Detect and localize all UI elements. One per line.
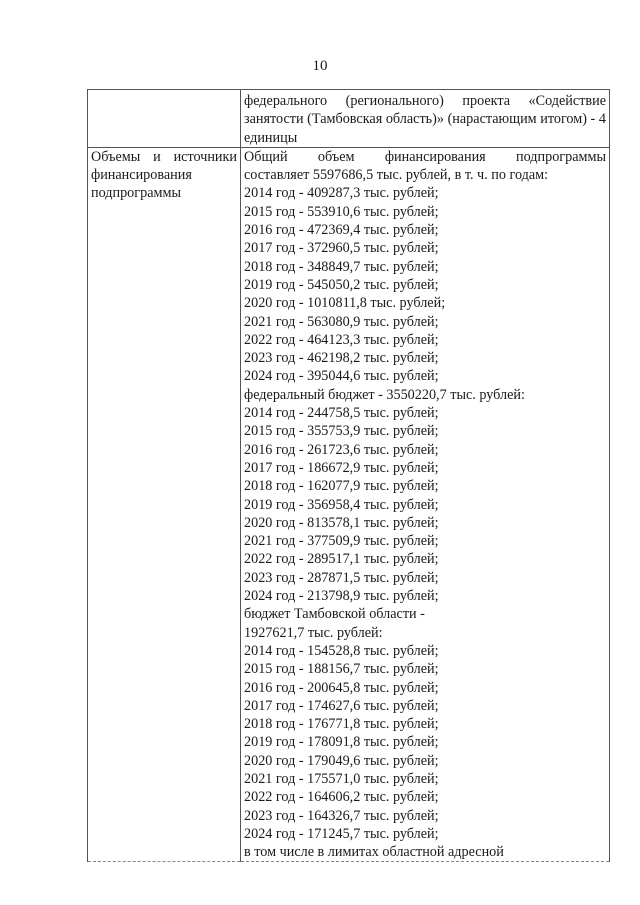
continuation-text-cell <box>241 90 610 148</box>
funding-label-cell <box>88 147 241 862</box>
year-amount-line: 2023 год - 287871,5 тыс. рублей; <box>244 569 439 586</box>
year-amount-line: 2019 год - 545050,2 тыс. рублей; <box>244 276 439 293</box>
year-amount-line: 2022 год - 289517,1 тыс. рублей; <box>244 551 439 568</box>
year-amount-line: 2017 год - 372960,5 тыс. рублей; <box>244 240 439 257</box>
year-amount-line: 2020 год - 179049,6 тыс. рублей; <box>244 752 439 769</box>
year-amount-line: 2018 год - 348849,7 тыс. рублей; <box>244 258 439 275</box>
year-amount-line: 2014 год - 409287,3 тыс. рублей; <box>244 185 439 202</box>
federal-by-year-list <box>244 404 606 605</box>
year-amount-line: 2024 год - 395044,6 тыс. рублей; <box>244 368 439 385</box>
year-amount-line: 2024 год - 171245,7 тыс. рублей; <box>244 825 439 842</box>
funding-details-cell <box>241 147 610 862</box>
year-amount-line: 2023 год - 164326,7 тыс. рублей; <box>244 807 439 824</box>
year-amount-line: 2016 год - 472369,4 тыс. рублей; <box>244 222 439 239</box>
year-amount-line: 2018 год - 176771,8 тыс. рублей; <box>244 716 439 733</box>
year-amount-line: 2018 год - 162077,9 тыс. рублей; <box>244 478 439 495</box>
funding-intro-line: Общий объем финансирования подпрограммы <box>244 148 606 165</box>
year-amount-line: 2016 год - 261723,6 тыс. рублей; <box>244 441 439 458</box>
federal-budget-header: федеральный бюджет - 3550220,7 тыс. рублей: <box>244 386 525 403</box>
funding-label-line: финансирования <box>91 167 192 184</box>
year-amount-line: 2020 год - 813578,1 тыс. рублей; <box>244 514 439 531</box>
year-amount-line: 2014 год - 154528,8 тыс. рублей; <box>244 642 439 659</box>
year-amount-line: 2014 год - 244758,5 тыс. рублей; <box>244 405 439 422</box>
funding-tail-line: в том числе в лимитах областной адресной <box>244 844 504 861</box>
year-amount-line: 2017 год - 186672,9 тыс. рублей; <box>244 459 439 476</box>
year-amount-line: 2022 год - 164606,2 тыс. рублей; <box>244 789 439 806</box>
year-amount-line: 2015 год - 553910,6 тыс. рублей; <box>244 203 439 220</box>
year-amount-line: 2020 год - 1010811,8 тыс. рублей; <box>244 295 446 312</box>
year-amount-line: 2015 год - 355753,9 тыс. рублей; <box>244 423 439 440</box>
funding-label-line: Объемы и источники <box>91 148 237 165</box>
year-amount-line: 2019 год - 178091,8 тыс. рублей; <box>244 734 439 751</box>
funding-intro-line: составляет 5597686,5 тыс. рублей, в т. ч. по годам: <box>244 167 549 184</box>
funding-label-line: подпрограммы <box>91 185 181 202</box>
year-amount-line: 2024 год - 213798,9 тыс. рублей; <box>244 588 439 605</box>
continuation-text: федерального (регионального) проекта «Содействие занятости (Тамбовская область)» (нарастающим итогом) - 4 единицы <box>244 93 606 146</box>
year-amount-line: 2019 год - 356958,4 тыс. рублей; <box>244 496 439 513</box>
total-by-year-list <box>244 184 606 385</box>
continuation-label-cell <box>88 90 241 148</box>
regional-by-year-list <box>244 642 606 843</box>
year-amount-line: 2021 год - 377509,9 тыс. рублей; <box>244 533 439 550</box>
year-amount-line: 2016 год - 200645,8 тыс. рублей; <box>244 679 439 696</box>
funding-row <box>88 147 610 862</box>
page-number: 10 <box>312 58 328 74</box>
regional-budget-total: 1927621,7 тыс. рублей: <box>244 624 383 641</box>
regional-budget-header: бюджет Тамбовской области - <box>244 606 425 623</box>
year-amount-line: 2023 год - 462198,2 тыс. рублей; <box>244 350 439 367</box>
year-amount-line: 2021 год - 175571,0 тыс. рублей; <box>244 770 439 787</box>
continuation-row <box>88 90 610 148</box>
year-amount-line: 2017 год - 174627,6 тыс. рублей; <box>244 697 439 714</box>
program-passport-table <box>87 89 610 862</box>
year-amount-line: 2022 год - 464123,3 тыс. рублей; <box>244 331 439 348</box>
year-amount-line: 2015 год - 188156,7 тыс. рублей; <box>244 661 439 678</box>
year-amount-line: 2021 год - 563080,9 тыс. рублей; <box>244 313 439 330</box>
